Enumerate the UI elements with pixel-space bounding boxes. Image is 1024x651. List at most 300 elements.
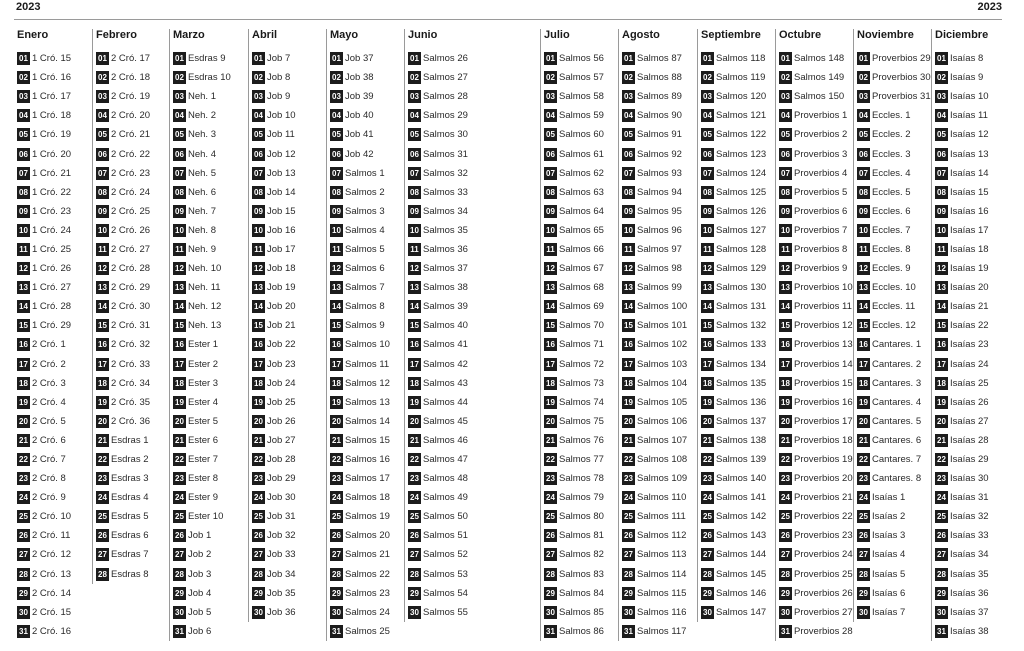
day-row — [17, 374, 71, 393]
reading-label: Proverbios 29 — [872, 53, 931, 65]
day-number-badge: 29 — [622, 587, 635, 600]
day-row — [408, 316, 468, 335]
day-row — [173, 259, 231, 278]
month-column — [775, 29, 852, 641]
day-row — [935, 183, 989, 202]
day-row — [935, 355, 989, 374]
reading-label: Job 14 — [267, 186, 296, 198]
day-row — [96, 488, 150, 507]
day-row — [779, 144, 853, 163]
day-number-badge: 23 — [408, 472, 421, 485]
reading-label: Cantares. 5 — [872, 415, 922, 427]
day-row — [935, 431, 989, 450]
day-number-badge: 25 — [779, 510, 792, 523]
day-number-badge: 04 — [96, 109, 109, 122]
day-row — [96, 240, 150, 259]
reading-label: Job 23 — [267, 358, 296, 370]
day-row — [173, 125, 231, 144]
reading-label: Job 20 — [267, 301, 296, 313]
reading-label: 1 Cró. 19 — [32, 129, 72, 141]
reading-label: Proverbios 18 — [794, 434, 853, 446]
day-number-badge: 04 — [408, 109, 421, 122]
reading-label: Proverbios 1 — [794, 110, 848, 122]
day-number-badge: 21 — [857, 434, 870, 447]
reading-label: Job 38 — [345, 72, 374, 84]
reading-label: Isaías 12 — [950, 129, 989, 141]
day-number-badge: 11 — [252, 243, 265, 256]
day-row — [779, 622, 853, 641]
day-number-badge: 21 — [544, 434, 557, 447]
reading-label: Salmos 114 — [637, 568, 687, 580]
day-number-badge: 03 — [544, 90, 557, 103]
reading-label: Salmos 143 — [716, 530, 767, 542]
day-number-badge: 31 — [935, 625, 948, 638]
day-row — [622, 507, 687, 526]
reading-label: Salmos 75 — [559, 415, 604, 427]
day-row — [544, 450, 604, 469]
day-row — [779, 488, 853, 507]
day-number-badge: 21 — [701, 434, 714, 447]
day-row — [96, 316, 150, 335]
day-number-badge: 22 — [544, 453, 557, 466]
day-number-badge: 22 — [935, 453, 948, 466]
day-number-badge: 11 — [701, 243, 714, 256]
reading-label: Isaías 28 — [950, 434, 989, 446]
day-row — [779, 106, 853, 125]
reading-label: Isaías 36 — [950, 587, 989, 599]
day-row — [96, 374, 150, 393]
day-number-badge: 09 — [622, 205, 635, 218]
day-row — [622, 183, 687, 202]
day-row — [330, 393, 390, 412]
day-number-badge: 29 — [330, 587, 343, 600]
day-row — [701, 450, 766, 469]
day-number-badge: 04 — [857, 109, 870, 122]
month-name: Marzo — [173, 29, 205, 41]
day-row — [857, 87, 931, 106]
day-number-badge: 23 — [935, 472, 948, 485]
day-row — [252, 106, 296, 125]
day-number-badge: 29 — [857, 587, 870, 600]
day-number-badge: 13 — [96, 281, 109, 294]
day-row — [779, 565, 853, 584]
reading-label: 2 Cró. 15 — [32, 606, 72, 618]
day-number-badge: 13 — [779, 281, 792, 294]
day-number-badge: 25 — [17, 510, 30, 523]
day-row — [17, 488, 71, 507]
reading-label: Proverbios 15 — [794, 377, 853, 389]
day-row — [701, 412, 766, 431]
day-row — [622, 412, 687, 431]
day-number-badge: 19 — [935, 396, 948, 409]
day-number-badge: 07 — [173, 167, 186, 180]
month-column — [92, 29, 168, 584]
month-name: Julio — [544, 29, 570, 41]
reading-label: Salmos 55 — [423, 606, 468, 618]
reading-label: Salmos 136 — [716, 396, 767, 408]
reading-label: Salmos 135 — [716, 377, 767, 389]
day-number-badge: 16 — [173, 338, 186, 351]
day-number-badge: 19 — [857, 396, 870, 409]
day-row — [408, 507, 468, 526]
day-number-badge: 02 — [96, 71, 109, 84]
day-row — [252, 469, 296, 488]
day-row — [779, 431, 853, 450]
reading-label: Proverbios 6 — [794, 205, 848, 217]
day-row — [701, 221, 766, 240]
day-number-badge: 20 — [857, 415, 870, 428]
day-number-badge: 13 — [701, 281, 714, 294]
day-number-badge: 26 — [173, 529, 186, 542]
day-row — [779, 374, 853, 393]
day-row — [779, 412, 853, 431]
day-row — [173, 183, 231, 202]
reading-label: Salmos 124 — [716, 167, 767, 179]
reading-label: Salmos 134 — [716, 358, 767, 370]
day-number-badge: 09 — [544, 205, 557, 218]
day-row — [935, 335, 989, 354]
day-number-badge: 14 — [935, 300, 948, 313]
day-row — [252, 259, 296, 278]
day-row — [408, 221, 468, 240]
day-row — [17, 316, 71, 335]
day-number-badge: 21 — [173, 434, 186, 447]
day-number-badge: 08 — [779, 186, 792, 199]
day-row — [96, 545, 150, 564]
day-number-badge: 08 — [408, 186, 421, 199]
day-number-badge: 27 — [252, 548, 265, 561]
reading-label: Isaías 29 — [950, 454, 989, 466]
reading-label: 2 Cró. 27 — [111, 243, 151, 255]
day-row — [701, 355, 766, 374]
day-number-badge: 18 — [544, 377, 557, 390]
day-row — [935, 450, 989, 469]
day-row — [252, 49, 296, 68]
reading-label: Esdras 6 — [111, 530, 149, 542]
day-row — [779, 221, 853, 240]
day-row — [544, 488, 604, 507]
reading-label: 1 Cró. 16 — [32, 72, 72, 84]
day-row — [252, 545, 296, 564]
reading-label: Job 26 — [267, 415, 296, 427]
day-row — [779, 507, 853, 526]
reading-label: Eccles. 5 — [872, 186, 911, 198]
reading-label: Neh. 8 — [188, 224, 216, 236]
day-number-badge: 01 — [544, 52, 557, 65]
day-number-badge: 17 — [252, 358, 265, 371]
day-row — [330, 49, 390, 68]
reading-label: 2 Cró. 28 — [111, 263, 151, 275]
reading-label: Salmos 4 — [345, 224, 385, 236]
reading-label: 2 Cró. 6 — [32, 434, 66, 446]
day-number-badge: 24 — [96, 491, 109, 504]
reading-label: Salmos 110 — [637, 492, 687, 504]
day-row — [17, 545, 71, 564]
day-list — [935, 49, 989, 641]
day-number-badge: 05 — [17, 128, 30, 141]
day-row — [252, 278, 296, 297]
reading-label: Salmos 81 — [559, 530, 604, 542]
day-number-badge: 29 — [173, 587, 186, 600]
day-row — [17, 202, 71, 221]
reading-label: Salmos 73 — [559, 377, 604, 389]
day-number-badge: 01 — [857, 52, 870, 65]
day-number-badge: 27 — [173, 548, 186, 561]
day-number-badge: 07 — [935, 167, 948, 180]
day-number-badge: 28 — [17, 568, 30, 581]
reading-label: Salmos 78 — [559, 473, 604, 485]
day-row — [622, 106, 687, 125]
reading-label: Salmos 99 — [637, 282, 682, 294]
day-number-badge: 13 — [408, 281, 421, 294]
day-row — [701, 183, 766, 202]
month-name: Octubre — [779, 29, 822, 41]
month-column — [326, 29, 403, 641]
day-number-badge: 14 — [622, 300, 635, 313]
day-number-badge: 20 — [544, 415, 557, 428]
day-row — [544, 622, 604, 641]
reading-label: Job 39 — [345, 91, 374, 103]
day-number-badge: 04 — [330, 109, 343, 122]
day-row — [857, 603, 931, 622]
day-row — [330, 603, 390, 622]
day-number-badge: 06 — [96, 148, 109, 161]
day-number-badge: 03 — [622, 90, 635, 103]
day-row — [173, 374, 231, 393]
day-number-badge: 29 — [701, 587, 714, 600]
day-number-badge: 11 — [544, 243, 557, 256]
day-list — [17, 49, 71, 641]
day-row — [173, 603, 231, 622]
day-row — [935, 221, 989, 240]
day-row — [17, 49, 71, 68]
day-row — [779, 278, 853, 297]
day-row — [779, 526, 853, 545]
day-row — [408, 469, 468, 488]
reading-label: 2 Cró. 35 — [111, 396, 151, 408]
day-list — [408, 49, 468, 622]
day-number-badge: 24 — [252, 491, 265, 504]
day-number-badge: 20 — [935, 415, 948, 428]
day-list — [252, 49, 296, 622]
day-number-badge: 18 — [17, 377, 30, 390]
day-row — [252, 87, 296, 106]
day-row — [857, 49, 931, 68]
reading-label: Isaías 38 — [950, 625, 989, 637]
day-row — [252, 355, 296, 374]
day-row — [173, 469, 231, 488]
day-number-badge: 27 — [779, 548, 792, 561]
reading-label: Salmos 68 — [559, 282, 604, 294]
reading-label: Neh. 13 — [188, 320, 222, 332]
reading-label: Salmos 123 — [716, 148, 767, 160]
reading-label: Job 6 — [188, 625, 212, 637]
reading-label: Esdras 1 — [111, 434, 149, 446]
day-row — [857, 374, 931, 393]
reading-label: Salmos 33 — [423, 186, 468, 198]
day-number-badge: 02 — [779, 71, 792, 84]
day-row — [17, 335, 71, 354]
day-number-badge: 21 — [96, 434, 109, 447]
day-row — [935, 565, 989, 584]
day-row — [544, 87, 604, 106]
day-row — [330, 87, 390, 106]
day-row — [857, 164, 931, 183]
day-number-badge: 02 — [173, 71, 186, 84]
day-row — [935, 125, 989, 144]
day-number-badge: 26 — [779, 529, 792, 542]
day-number-badge: 27 — [96, 548, 109, 561]
reading-label: Salmos 86 — [559, 625, 604, 637]
day-number-badge: 12 — [252, 262, 265, 275]
day-number-badge: 10 — [17, 224, 30, 237]
day-number-badge: 12 — [857, 262, 870, 275]
reading-label: Proverbios 2 — [794, 129, 848, 141]
reading-label: Salmos 52 — [423, 549, 468, 561]
day-row — [408, 278, 468, 297]
day-row — [96, 297, 150, 316]
reading-label: Job 22 — [267, 339, 296, 351]
day-row — [857, 68, 931, 87]
day-row — [857, 144, 931, 163]
day-number-badge: 10 — [252, 224, 265, 237]
day-number-badge: 13 — [173, 281, 186, 294]
reading-label: Salmos 54 — [423, 587, 468, 599]
day-number-badge: 26 — [701, 529, 714, 542]
reading-label: 2 Cró. 23 — [111, 167, 151, 179]
reading-label: Cantares. 4 — [872, 396, 922, 408]
day-number-badge: 08 — [173, 186, 186, 199]
day-number-badge: 06 — [935, 148, 948, 161]
day-row — [408, 412, 468, 431]
day-row — [935, 526, 989, 545]
reading-label: Salmos 111 — [637, 511, 686, 523]
reading-label: 2 Cró. 16 — [32, 625, 72, 637]
reading-label: Salmos 145 — [716, 568, 767, 580]
reading-label: Isaías 17 — [950, 224, 989, 236]
day-row — [701, 202, 766, 221]
reading-label: Salmos 82 — [559, 549, 604, 561]
day-number-badge: 25 — [935, 510, 948, 523]
day-list — [857, 49, 931, 622]
reading-label: Job 32 — [267, 530, 296, 542]
reading-label: Eccles. 2 — [872, 129, 911, 141]
reading-label: Salmos 71 — [559, 339, 604, 351]
day-number-badge: 20 — [17, 415, 30, 428]
day-number-badge: 30 — [935, 606, 948, 619]
day-row — [17, 297, 71, 316]
reading-label: Salmos 141 — [716, 492, 767, 504]
reading-label: Job 30 — [267, 492, 296, 504]
day-row — [622, 87, 687, 106]
day-number-badge: 21 — [17, 434, 30, 447]
day-row — [173, 278, 231, 297]
reading-label: Proverbios 31 — [872, 91, 931, 103]
day-row — [408, 431, 468, 450]
reading-label: Proverbios 4 — [794, 167, 848, 179]
day-number-badge: 22 — [857, 453, 870, 466]
day-row — [252, 450, 296, 469]
reading-label: Eccles. 4 — [872, 167, 911, 179]
day-number-badge: 09 — [408, 205, 421, 218]
reading-label: 2 Cró. 22 — [111, 148, 151, 160]
day-row — [252, 125, 296, 144]
day-row — [622, 297, 687, 316]
reading-label: Salmos 94 — [637, 186, 682, 198]
day-row — [701, 106, 766, 125]
reading-label: Neh. 1 — [188, 91, 216, 103]
day-number-badge: 14 — [857, 300, 870, 313]
day-row — [96, 335, 150, 354]
month-column — [931, 29, 1004, 641]
day-row — [96, 106, 150, 125]
day-row — [252, 202, 296, 221]
day-number-badge: 04 — [173, 109, 186, 122]
day-row — [779, 584, 853, 603]
reading-label: Salmos 50 — [423, 511, 468, 523]
day-row — [96, 49, 150, 68]
reading-label: Salmos 11 — [345, 358, 390, 370]
day-number-badge: 08 — [622, 186, 635, 199]
day-row — [857, 335, 931, 354]
day-number-badge: 22 — [330, 453, 343, 466]
day-number-badge: 12 — [622, 262, 635, 275]
day-row — [779, 355, 853, 374]
reading-label: Esdras 7 — [111, 549, 149, 561]
reading-label: Isaías 2 — [872, 511, 906, 523]
reading-label: Salmos 79 — [559, 492, 604, 504]
reading-label: Proverbios 13 — [794, 339, 853, 351]
reading-label: Eccles. 11 — [872, 301, 916, 313]
reading-label: Proverbios 16 — [794, 396, 853, 408]
reading-label: Proverbios 25 — [794, 568, 853, 580]
day-number-badge: 20 — [96, 415, 109, 428]
reading-label: Job 9 — [267, 91, 291, 103]
reading-label: Isaías 25 — [950, 377, 989, 389]
day-number-badge: 26 — [17, 529, 30, 542]
month-name: Septiembre — [701, 29, 761, 41]
day-row — [935, 603, 989, 622]
day-row — [252, 316, 296, 335]
reading-label: Isaías 9 — [950, 72, 984, 84]
day-number-badge: 24 — [173, 491, 186, 504]
day-number-badge: 08 — [96, 186, 109, 199]
reading-label: Job 21 — [267, 320, 296, 332]
day-number-badge: 20 — [330, 415, 343, 428]
reading-label: Eccles. 6 — [872, 205, 911, 217]
day-number-badge: 06 — [544, 148, 557, 161]
year-label-left: 2023 — [16, 1, 41, 13]
day-row — [330, 240, 390, 259]
day-number-badge: 07 — [17, 167, 30, 180]
reading-label: Salmos 92 — [637, 148, 682, 160]
day-number-badge: 27 — [935, 548, 948, 561]
day-row — [701, 164, 766, 183]
reading-label: Isaías 32 — [950, 511, 989, 523]
reading-label: Salmos 1 — [345, 167, 385, 179]
reading-label: Isaías 31 — [950, 492, 989, 504]
reading-label: 1 Cró. 24 — [32, 224, 72, 236]
reading-label: Isaías 24 — [950, 358, 989, 370]
day-number-badge: 02 — [252, 71, 265, 84]
month-column — [14, 29, 90, 641]
day-number-badge: 15 — [17, 319, 30, 332]
day-row — [408, 393, 468, 412]
day-row — [330, 565, 390, 584]
day-number-badge: 26 — [408, 529, 421, 542]
day-number-badge: 07 — [857, 167, 870, 180]
day-number-badge: 26 — [252, 529, 265, 542]
